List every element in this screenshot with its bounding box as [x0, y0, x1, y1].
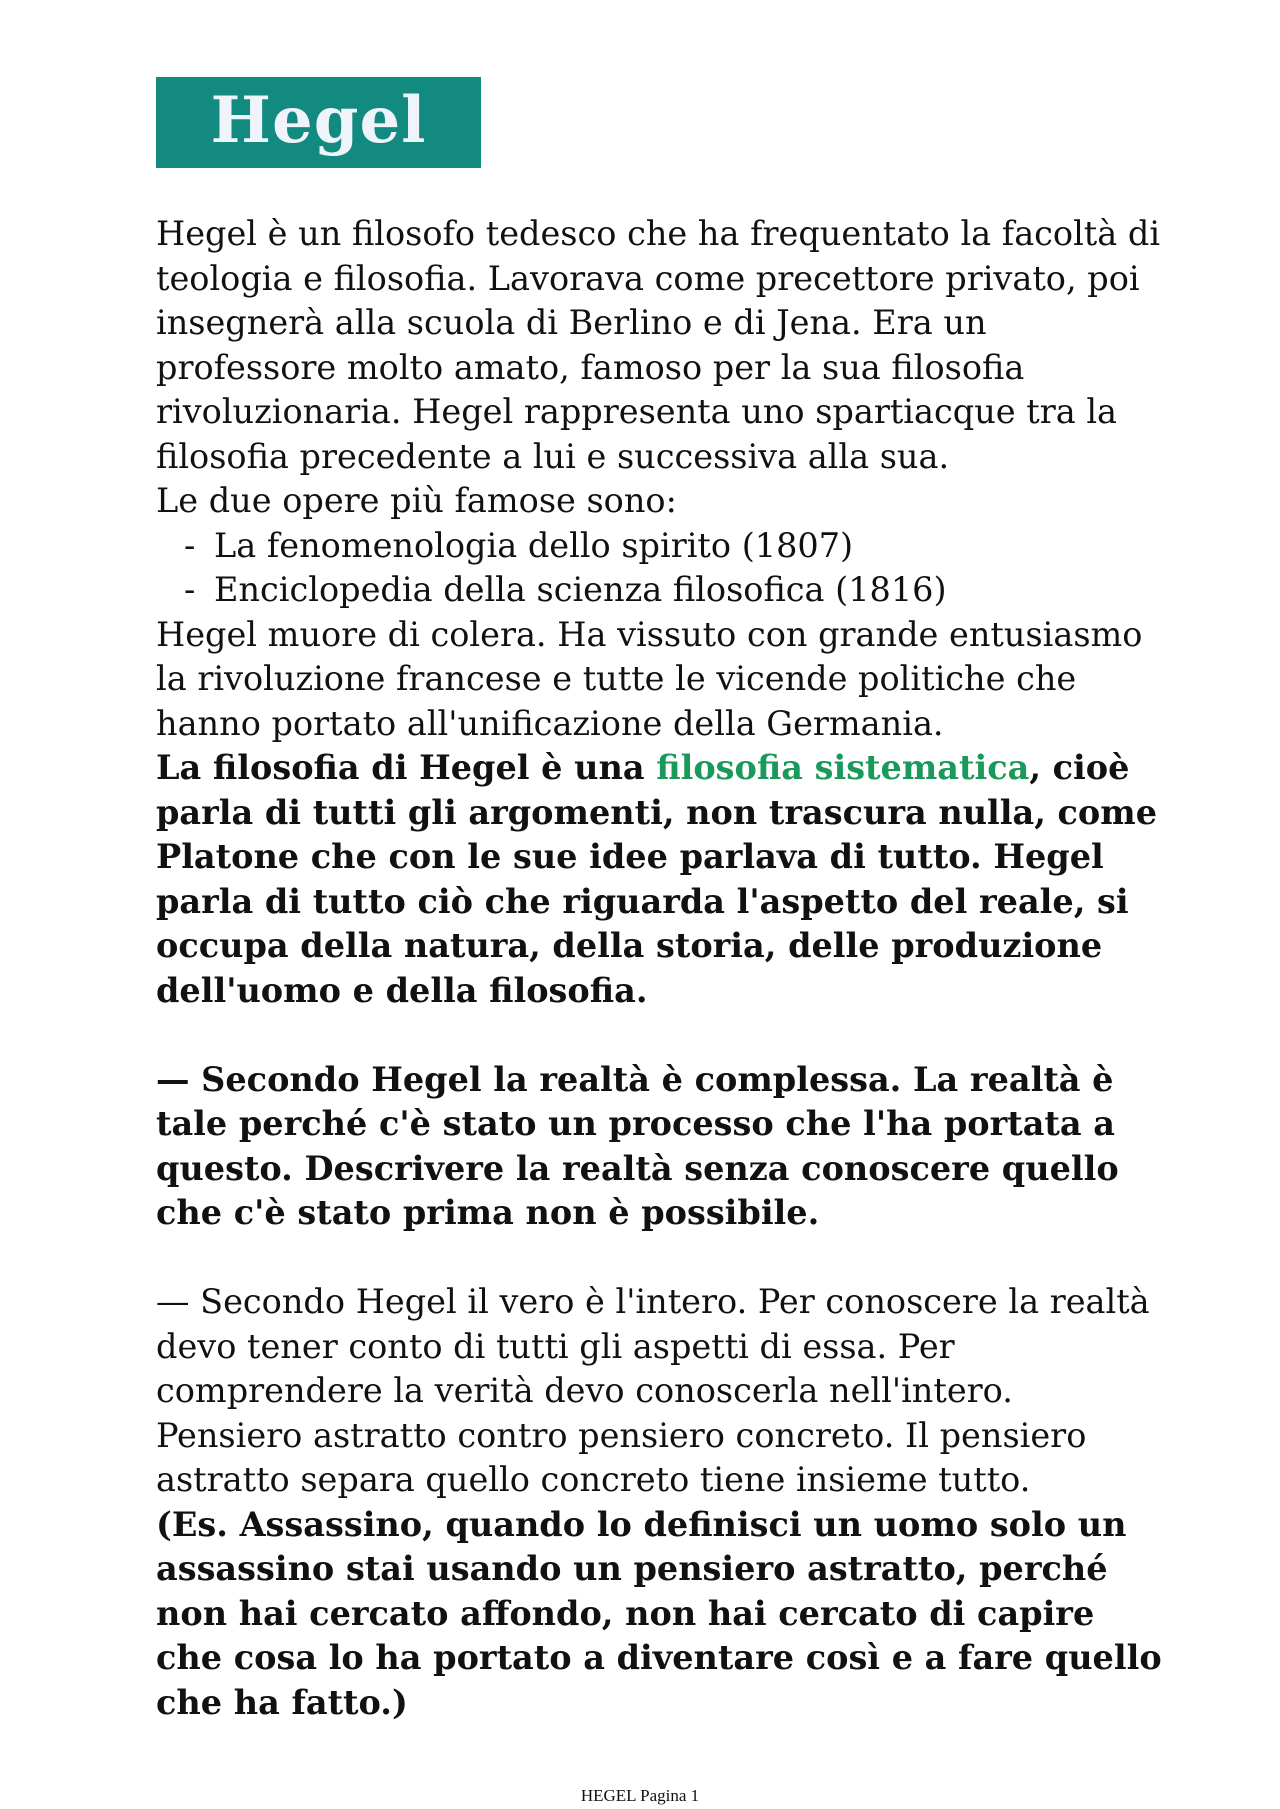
- systematic-text-after: , cioè parla di tutti gli argomenti, non trascura nulla, come Platone che con le sue idee parlava di tutto. Hegel parla di tutto ciò che riguarda l'aspetto del reale, si occupa della natura, della storia, delle produzione dell'uomo e della filosofia.: [156, 748, 1158, 1010]
- list-dash: -: [184, 570, 196, 609]
- reality-paragraph: — Secondo Hegel la realtà è complessa. La realtà è tale perché c'è stato un processo che l'ha portata a questo. Descrivere la realtà senza conoscere quello che c'è stato prima non è possibile.: [156, 1059, 1119, 1232]
- list-item: [156, 568, 1166, 613]
- whole-paragraph: — Secondo Hegel il vero è l'intero. Per conoscere la realtà devo tener conto di tutti gli aspetti di essa. Per comprendere la verità devo conoscerla nell'intero. Pensiero astratto contro pensiero concreto. Il pensiero astratto separa quello concreto tiene insieme tutto.: [156, 1282, 1150, 1499]
- spacer: [156, 1236, 1166, 1281]
- death-paragraph: Hegel muore di colera. Ha vissuto con grande entusiasmo la rivoluzione francese e tutte le vicende politiche che hanno portato all'unificazione della Germania.: [156, 614, 1143, 743]
- spacer: [156, 1013, 1166, 1058]
- work-title: La fenomenologia dello spirito (1807): [214, 525, 854, 565]
- work-title: Enciclopedia della scienza filosofica (1816): [214, 570, 947, 609]
- works-list: [156, 524, 1166, 613]
- systematic-text-before: La filosofia di Hegel è una: [156, 748, 657, 787]
- list-dash: -: [184, 525, 196, 565]
- intro-paragraph: Hegel è un filosofo tedesco che ha frequentato la facoltà di teologia e filosofia. Lavorava come precettore privato, poi insegnerà alla scuola di Berlino e di Jena. Era un professore molto amato, famoso per la sua filosofia rivoluzionaria. Hegel rappresenta uno spartiacque tra la filosofia precedente a lui e successiva alla sua.: [156, 214, 1161, 476]
- page-title: Hegel: [210, 82, 427, 158]
- works-heading: Le due opere più famose sono:: [156, 481, 677, 520]
- page-footer: HEGEL Pagina 1: [580, 1786, 700, 1805]
- systematic-paragraph: [156, 746, 1166, 1013]
- systematic-highlight: filosofia sistematica: [656, 748, 1030, 787]
- example-paragraph: (Es. Assassino, quando lo definisci un uomo solo un assassino stai usando un pensiero astratto, perché non hai cercato affondo, non hai cercato di capire che cosa lo ha portato a diventare così e a fare quello che ha fatto.): [156, 1504, 1162, 1722]
- document-body: [156, 212, 1166, 1725]
- list-item: [156, 524, 1166, 569]
- title-banner: [156, 77, 481, 168]
